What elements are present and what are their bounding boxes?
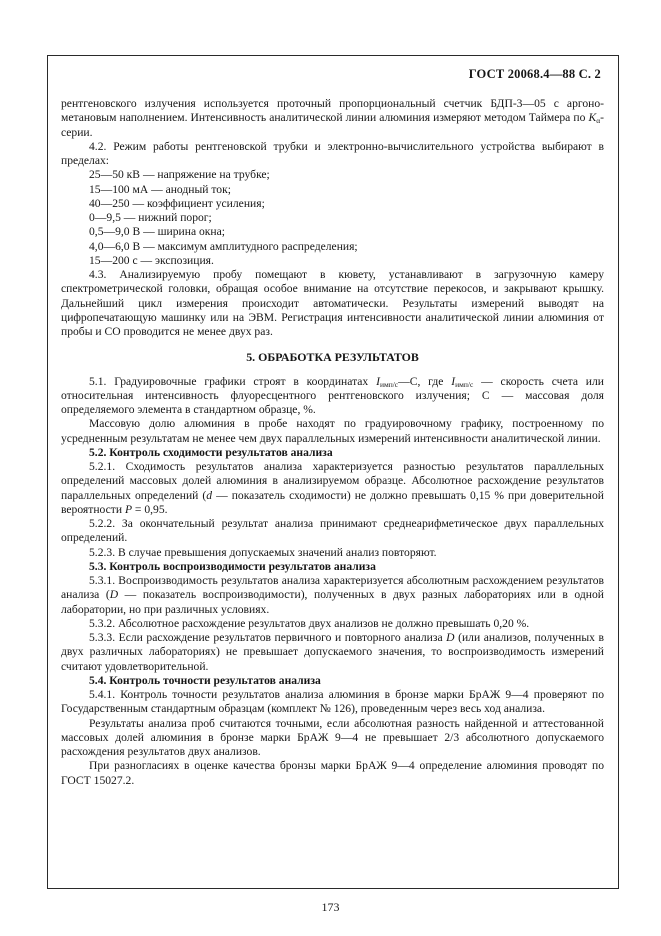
subsection-heading: 5.2. Контроль сходимости результатов анализа: [89, 445, 333, 459]
paragraph: 5.2.1. Сходимость результатов анализа характеризуется разностью результатов параллельных определений массовых долей алюминия в анализируемом образце. Абсолютное расхождение результатов параллельных определений (d — показатель сходимости) не должно превышать 0,15 % при доверительной вероятности Р = 0,95.: [61, 460, 604, 516]
list-item: 4,0—6,0 В — максимум амплитудного распределения;: [89, 239, 358, 253]
list-item: 0—9,5 — нижний порог;: [89, 211, 212, 224]
section-heading: 5. ОБРАБОТКА РЕЗУЛЬТАТОВ: [246, 350, 419, 365]
paragraph: 5.2.2. За окончательный результат анализа принимают среднеарифметическое двух параллельных определений.: [61, 517, 604, 545]
list-item: 15—100 мА — анодный ток;: [89, 182, 231, 196]
subsection-heading: 5.3. Контроль воспроизводимости результатов анализа: [89, 559, 376, 573]
paragraph: рентгеновского излучения используется проточный пропорциональный счетчик БДП-3—05 с аргоно-метановым наполнением. Интенсивность аналитической линии алюминия измеряют методом Таймера по $K_\alpha$-серии.: [61, 97, 604, 139]
paragraph: 5.3.1. Воспроизводимость результатов анализа характеризуется абсолютным расхождением результатов анализа (D — показатель воспроизводимости), полученных в двух разных лабораториях или в одной лаборатории, но при различных условиях.: [61, 574, 604, 616]
paragraph: 5.4.1. Контроль точности результатов анализа алюминия в бронзе марки БрАЖ 9—4 проверяют по Государственным стандартным образцам (комплект № 126), проведенным через весь ход анализа.: [61, 688, 604, 716]
list-item: 25—50 кВ — напряжение на трубке;: [89, 168, 270, 182]
subsection-heading: 5.4. Контроль точности результатов анализа: [89, 673, 321, 687]
paragraph: Результаты анализа проб считаются точными, если абсолютная разность найденной и аттестованной массовых долей алюминия в бронзе марки БрАЖ 9—4 не превышает 2/3 абсолютного допускаемого расхождения результатов двух анализов.: [61, 716, 604, 758]
list-item: 40—250 — коэффициент усиления;: [89, 196, 265, 210]
paragraph: 5.2.3. В случае превышения допускаемых значений анализ повторяют.: [89, 545, 437, 559]
paragraph: 5.3.2. Абсолютное расхождение результатов двух анализов не должно превышать 0,20 %.: [89, 616, 530, 630]
page-frame: [47, 55, 619, 889]
paragraph: 5.1. Градуировочные графики строят в координатах $I_{имп/с}—С$, где $I_{имп/с}$ — скорость счета или относительная интенсивность флуоресцентного рентгеновского излучения; С — массовая доля определяемого элемента в стандартном образце, %.: [61, 374, 605, 416]
paragraph: 4.2. Режим работы рентгеновской трубки и электронно-вычислительного устройства выбирают в пределах:: [61, 139, 604, 167]
page-header: ГОСТ 20068.4—88 С. 2: [468, 67, 601, 81]
paragraph: Массовую долю алюминия в пробе находят по градуировочному графику, построенному по усредненным результатам не менее чем двух параллельных измерений интенсивности аналитической линии.: [61, 417, 604, 445]
document-content: [61, 97, 604, 788]
paragraph: При разногласиях в оценке качества бронзы марки БрАЖ 9—4 определение алюминия проводят по ГОСТ 15027.2.: [61, 759, 604, 787]
page-number: 173: [321, 900, 340, 914]
list-item: 0,5—9,0 В — ширина окна;: [89, 225, 225, 239]
paragraph: 5.3.3. Если расхождение результатов первичного и повторного анализа D (или анализов, полученных в двух различных лабораториях) не превышает допускаемого значения, то воспроизводимость измерений считают удовлетворительной.: [61, 631, 604, 673]
list-item: 15—200 с — экспозиция.: [89, 253, 214, 267]
paragraph: 4.3. Анализируемую пробу помещают в кювету, устанавливают в загрузочную камеру спектрометрической головки, обращая особое внимание на отсутствие перекосов, и закрывают крышку. Дальнейший цикл измерения происходит автоматически. Результаты измерений выводят на цифропечатающую машинку или на ЭВМ. Регистрация интенсивности аналитической линии алюминия от пробы и СО проводится не менее двух раз.: [61, 268, 604, 338]
